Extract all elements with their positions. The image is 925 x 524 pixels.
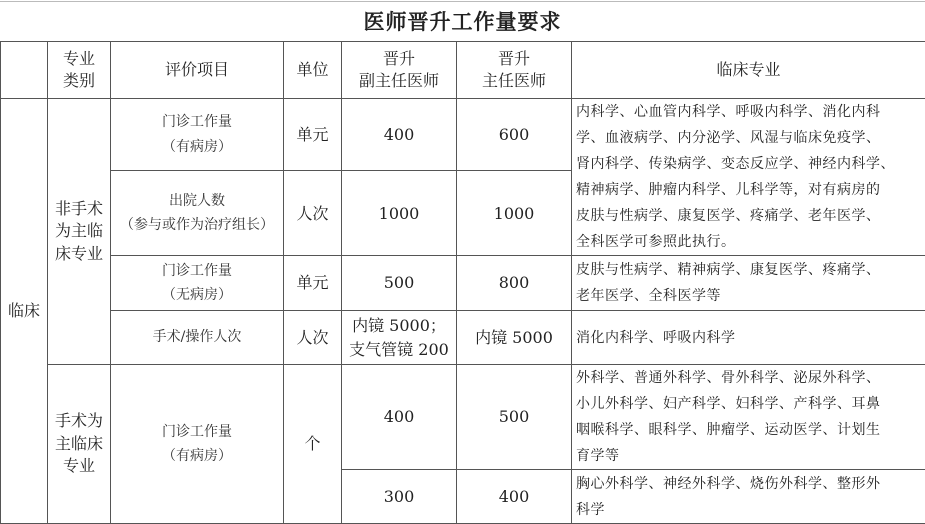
deputy-value-cell: 400 bbox=[342, 99, 457, 171]
header-deputy-line2: 副主任医师 bbox=[342, 70, 456, 92]
header-category-line1: 专业 bbox=[48, 48, 110, 70]
header-category-line2: 类别 bbox=[48, 70, 110, 92]
category-line: 主临床 bbox=[48, 433, 110, 455]
category-cell-surgical bbox=[48, 365, 111, 524]
category-line: 手术为 bbox=[48, 410, 110, 432]
category-line: 为主临 bbox=[48, 220, 110, 242]
specialty-line: 咽喉科学、眼科学、肿瘤学、运动医学、计划生 bbox=[576, 417, 921, 443]
chief-value-cell: 600 bbox=[457, 99, 572, 171]
item-line: 门诊工作量 bbox=[111, 420, 283, 445]
specialty-cell bbox=[572, 311, 925, 365]
deputy-value-cell: 1000 bbox=[342, 171, 457, 256]
header-blank-cell bbox=[1, 42, 48, 99]
unit-cell: 人次 bbox=[284, 171, 342, 256]
unit-cell: 单元 bbox=[284, 256, 342, 311]
item-cell bbox=[111, 365, 284, 524]
item-line: （无病房） bbox=[111, 283, 283, 308]
specialty-line: 学、血液病学、内分泌学、风湿与临床免疫学、 bbox=[576, 125, 921, 151]
header-chief-line2: 主任医师 bbox=[457, 70, 571, 92]
chief-value-cell: 1000 bbox=[457, 171, 572, 256]
header-row bbox=[1, 42, 925, 99]
deputy-value-cell: 300 bbox=[342, 470, 457, 524]
deputy-value-cell: 500 bbox=[342, 256, 457, 311]
unit-cell: 单元 bbox=[284, 99, 342, 171]
header-chief bbox=[457, 42, 572, 99]
item-line: （有病房） bbox=[111, 444, 283, 469]
deputy-value-cell: 400 bbox=[342, 365, 457, 470]
item-line: 门诊工作量 bbox=[111, 110, 283, 135]
chief-value-cell: 内镜 5000 bbox=[457, 311, 572, 365]
specialty-line: 皮肤与性病学、精神病学、康复医学、疼痛学、 bbox=[576, 257, 921, 283]
specialty-cell bbox=[572, 365, 925, 470]
item-line: （有病房） bbox=[111, 135, 283, 160]
specialty-line: 消化内科学、呼吸内科学 bbox=[576, 325, 921, 351]
specialty-line: 精神病学、肿瘤内科学、儿科学等，对有病房的 bbox=[576, 177, 921, 203]
category-cell-nonsurgical bbox=[48, 99, 111, 365]
category-line: 非手术 bbox=[48, 198, 110, 220]
header-item: 评价项目 bbox=[111, 42, 284, 99]
category-line: 床专业 bbox=[48, 243, 110, 265]
deputy-value-line: 支气管镜 200 bbox=[342, 338, 456, 361]
item-line: （参与或作为治疗组长） bbox=[111, 213, 283, 238]
chief-value-cell: 400 bbox=[457, 470, 572, 524]
table-row bbox=[1, 99, 925, 171]
deputy-value-line: 内镜 5000； bbox=[342, 314, 456, 337]
item-line: 门诊工作量 bbox=[111, 259, 283, 284]
item-cell bbox=[111, 99, 284, 171]
unit-cell: 人次 bbox=[284, 311, 342, 365]
specialty-line: 小儿外科学、妇产科学、妇科学、产科学、耳鼻 bbox=[576, 391, 921, 417]
specialty-line: 老年医学、全科医学等 bbox=[576, 283, 921, 309]
specialty-cell bbox=[572, 99, 925, 256]
item-line: 出院人数 bbox=[111, 189, 283, 214]
header-deputy-chief bbox=[342, 42, 457, 99]
item-cell bbox=[111, 311, 284, 365]
header-category bbox=[48, 42, 111, 99]
specialty-cell bbox=[572, 256, 925, 311]
item-cell bbox=[111, 171, 284, 256]
header-unit: 单位 bbox=[284, 42, 342, 99]
specialty-line: 外科学、普通外科学、骨外科学、泌尿外科学、 bbox=[576, 365, 921, 391]
specialty-line: 科学 bbox=[576, 497, 921, 523]
header-specialty: 临床专业 bbox=[572, 42, 925, 99]
chief-value-cell: 800 bbox=[457, 256, 572, 311]
table-row bbox=[1, 256, 925, 311]
specialty-line: 肾内科学、传染病学、变态反应学、神经内科学、 bbox=[576, 151, 921, 177]
deputy-value-cell bbox=[342, 311, 457, 365]
page-title: 医师晋升工作量要求 bbox=[0, 0, 925, 41]
specialty-line: 育学等 bbox=[576, 443, 921, 469]
specialty-cell bbox=[572, 470, 925, 524]
workload-table bbox=[0, 41, 925, 524]
table-row bbox=[1, 311, 925, 365]
table-row bbox=[1, 365, 925, 470]
group-label-cell: 临床 bbox=[1, 99, 48, 524]
specialty-line: 全科医学可参照此执行。 bbox=[576, 229, 921, 255]
category-line: 专业 bbox=[48, 455, 110, 477]
header-deputy-line1: 晋升 bbox=[342, 48, 456, 70]
header-chief-line1: 晋升 bbox=[457, 48, 571, 70]
specialty-line: 内科学、心血管内科学、呼吸内科学、消化内科 bbox=[576, 99, 921, 125]
item-cell bbox=[111, 256, 284, 311]
item-line: 手术/操作人次 bbox=[111, 325, 283, 350]
specialty-line: 皮肤与性病学、康复医学、疼痛学、老年医学、 bbox=[576, 203, 921, 229]
chief-value-cell: 500 bbox=[457, 365, 572, 470]
unit-cell: 个 bbox=[284, 365, 342, 524]
specialty-line: 胸心外科学、神经外科学、烧伤外科学、整形外 bbox=[576, 471, 921, 497]
